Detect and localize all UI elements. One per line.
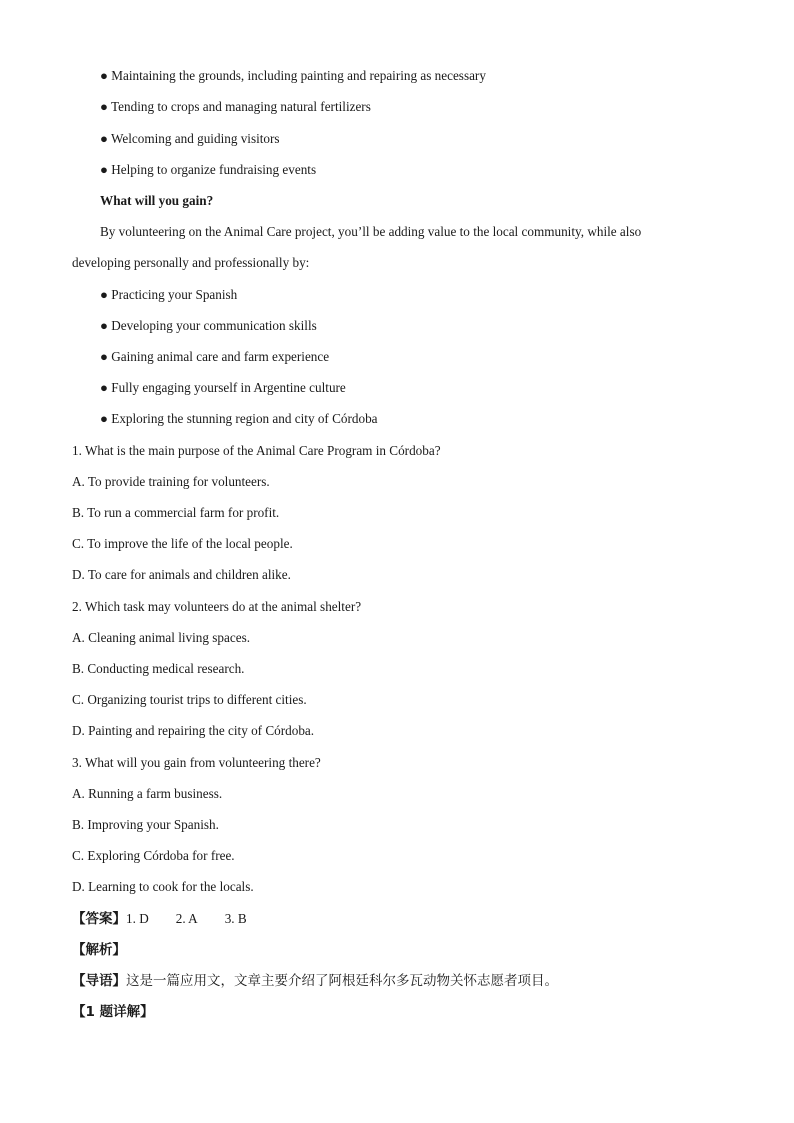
paragraph-line: By volunteering on the Animal Care project, you’ll be adding value to the local community, while also <box>100 224 642 239</box>
question-option: B. Improving your Spanish. <box>72 817 219 832</box>
guide-line <box>72 973 558 989</box>
bullet-item: ● Maintaining the grounds, including painting and repairing as necessary <box>100 68 486 83</box>
bullet-item: ● Welcoming and guiding visitors <box>100 131 280 146</box>
question-option: D. Painting and repairing the city of Córdoba. <box>72 723 315 738</box>
answer-label: 【答案】 <box>72 911 126 927</box>
guide-label: 【导语】 <box>72 973 126 989</box>
paragraph-line: developing personally and professionally by: <box>72 255 310 270</box>
answer-item: 3. B <box>224 911 247 926</box>
detail-label: 【1 题详解】 <box>72 1004 154 1020</box>
guide-text: 这是一篇应用文，文章主要介绍了阿根廷科尔多瓦动物关怀志愿者项目。 <box>126 973 558 989</box>
question-option: A. Running a farm business. <box>72 786 223 801</box>
question-stem: 2. Which task may volunteers do at the animal shelter? <box>72 599 362 614</box>
bullet-item: ● Tending to crops and managing natural fertilizers <box>100 99 371 114</box>
question-stem: 3. What will you gain from volunteering there? <box>72 755 321 770</box>
bullet-item: ● Gaining animal care and farm experience <box>100 349 330 364</box>
question-option: A. To provide training for volunteers. <box>72 474 270 489</box>
answer-item: 1. D <box>126 911 149 926</box>
question-option: C. Exploring Córdoba for free. <box>72 848 235 863</box>
question-option: D. To care for animals and children alike. <box>72 567 291 582</box>
question-option: B. Conducting medical research. <box>72 661 245 676</box>
bullet-item: ● Fully engaging yourself in Argentine culture <box>100 380 346 395</box>
answer-item: 2. A <box>175 911 198 926</box>
question-option: B. To run a commercial farm for profit. <box>72 505 280 520</box>
bullet-item: ● Helping to organize fundraising events <box>100 162 317 177</box>
question-option: C. To improve the life of the local people. <box>72 536 293 551</box>
bullet-item: ● Developing your communication skills <box>100 318 317 333</box>
question-option: A. Cleaning animal living spaces. <box>72 630 250 645</box>
bullet-item: ● Exploring the stunning region and city of Córdoba <box>100 411 378 426</box>
answer-line <box>72 911 247 927</box>
section-heading: What will you gain? <box>100 193 214 208</box>
bullet-item: ● Practicing your Spanish <box>100 287 238 302</box>
question-option: C. Organizing tourist trips to different cities. <box>72 692 307 707</box>
question-option: D. Learning to cook for the locals. <box>72 879 254 894</box>
question-stem: 1. What is the main purpose of the Animal Care Program in Córdoba? <box>72 443 441 458</box>
analysis-label: 【解析】 <box>72 942 126 958</box>
